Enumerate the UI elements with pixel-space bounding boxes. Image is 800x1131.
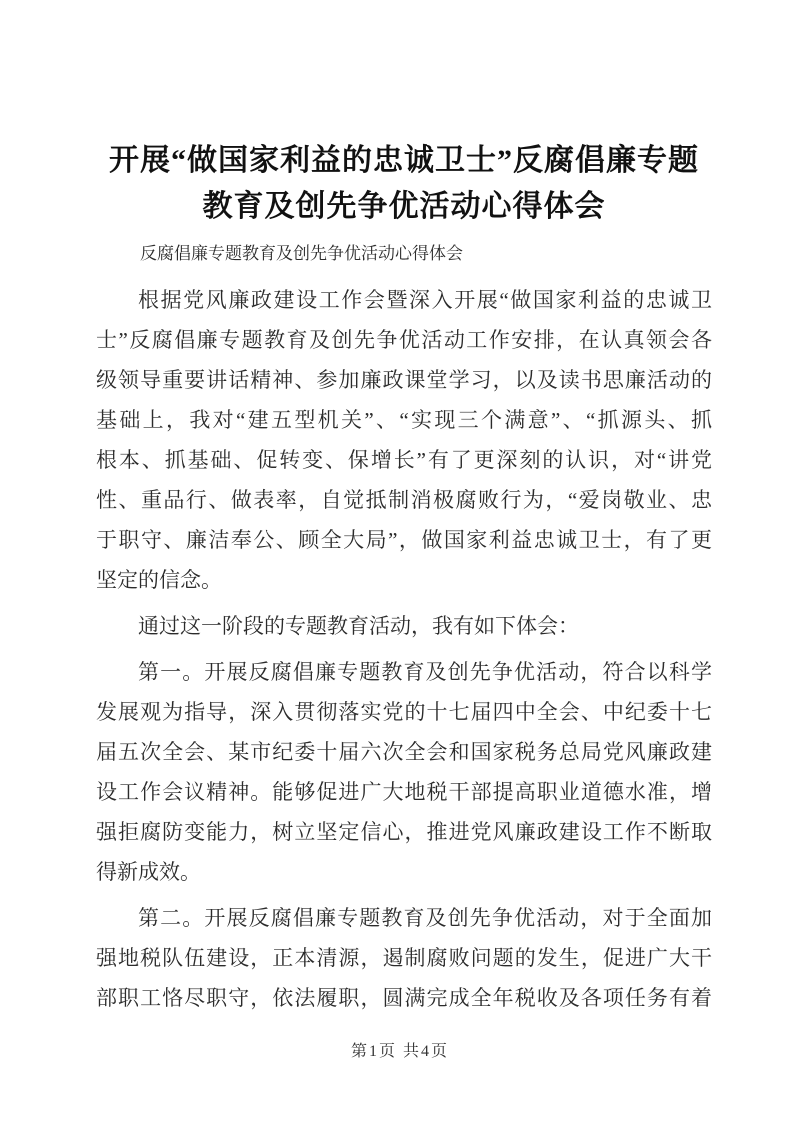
text-line: 强地税队伍建设，正本清源，遏制腐败问题的发生，促进广大干 [96,946,712,970]
page-footer [0,1038,800,1061]
doc-subtitle: 反腐倡廉专题教育及创先争优活动心得体会 [140,244,463,263]
text-line: 根据党风廉政建设工作会暨深入开展“做国家利益的忠诚卫 [138,288,712,312]
paragraph-3 [96,652,712,892]
text-line: 坚定的信念。 [96,568,222,592]
text-line: 于职守、廉洁奉公、顾全大局”，做国家利益忠诚卫士，有了更 [96,528,712,552]
text-line: 基础上，我对“建五型机关”、“实现三个满意”、“抓源头、抓 [96,408,712,432]
text-line: 发展观为指导，深入贯彻落实党的十七届四中全会、中纪委十七 [96,700,712,724]
text-line: 部职工恪尽职守，依法履职，圆满完成全年税收及各项任务有着 [96,986,712,1010]
text-line: 得新成效。 [96,860,201,884]
text-line: 通过这一阶段的专题教育活动，我有如下体会： [138,614,579,638]
paragraph-4 [96,898,712,1018]
text-line: 届五次全会、某市纪委十届六次全会和国家税务总局党风廉政建 [96,740,712,764]
paragraph-1 [96,280,712,600]
text-line: 强拒腐防变能力，树立坚定信心，推进党风廉政建设工作不断取 [96,820,712,844]
doc-title-line-2: 教育及创先争优活动心得体会 [202,190,606,223]
text-line: 第二。开展反腐倡廉专题教育及创先争优活动，对于全面加 [138,906,712,930]
doc-title [96,138,712,230]
text-line: 设工作会议精神。能够促进广大地税干部提高职业道德水准，增 [96,780,712,804]
doc-title-line-1: 开展“做国家利益的忠诚卫士”反腐倡廉专题 [109,144,699,177]
paragraph-2 [96,606,712,646]
text-line: 级领导重要讲话精神、参加廉政课堂学习，以及读书思廉活动的 [96,368,712,392]
text-line: 性、重品行、做表率，自觉抵制消极腐败行为，“爱岗敬业、忠 [96,488,712,512]
text-line: 士”反腐倡廉专题教育及创先争优活动工作安排，在认真领会各 [96,328,712,352]
page-number: 第1页 共4页 [350,1043,449,1060]
text-line: 根本、抓基础、促转变、保增长”有了更深刻的认识，对“讲党 [96,448,712,472]
document-content [96,138,712,1024]
text-line: 第一。开展反腐倡廉专题教育及创先争优活动，符合以科学 [138,660,712,684]
